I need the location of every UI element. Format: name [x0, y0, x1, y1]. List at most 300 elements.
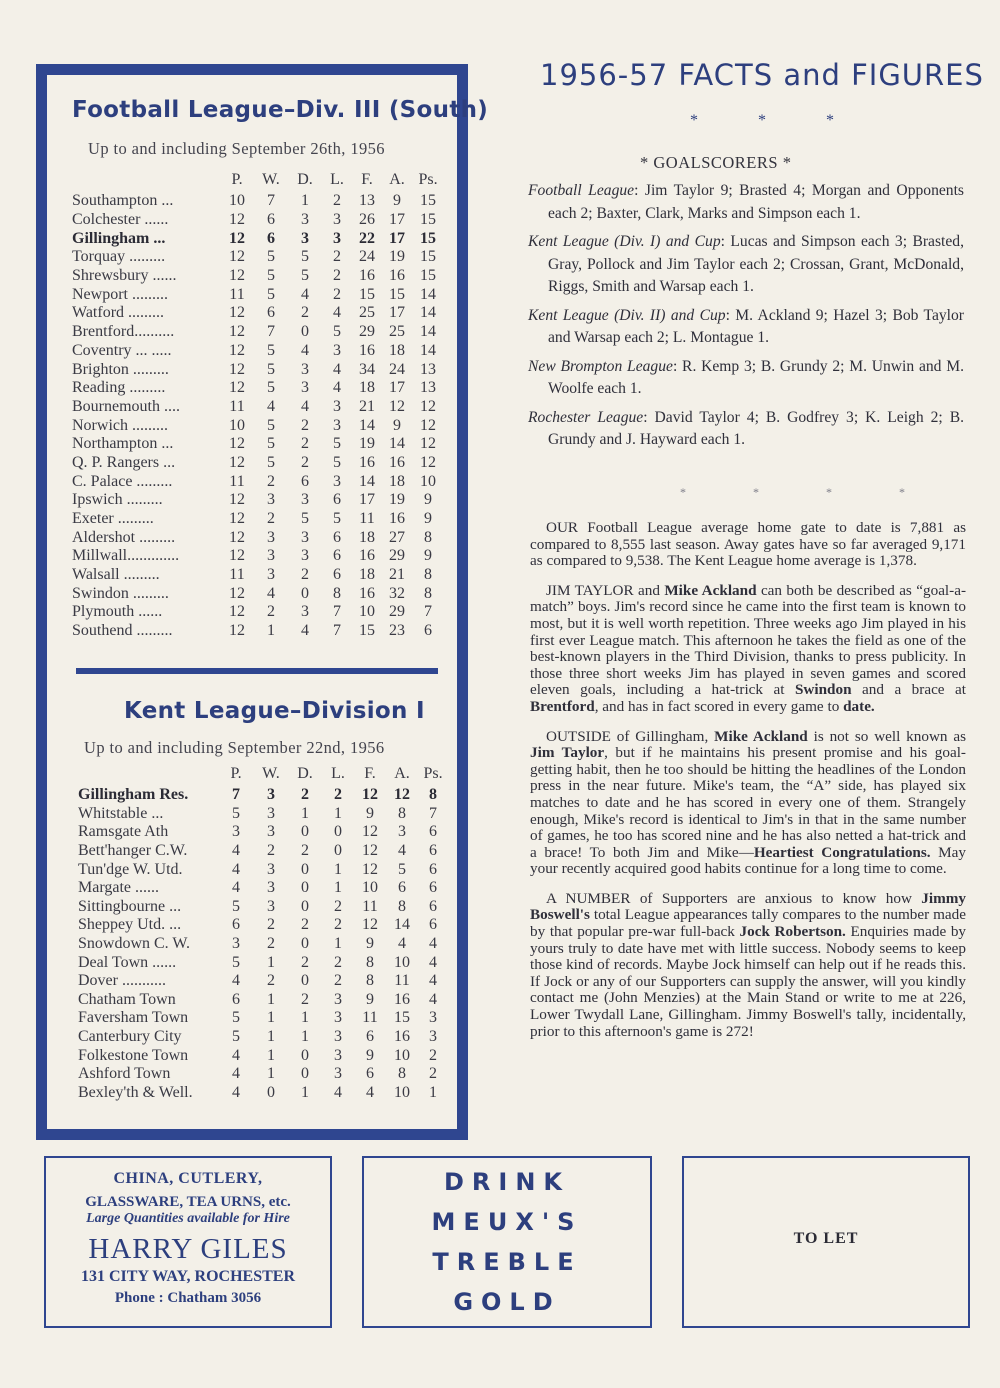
stat-cell: 3 — [301, 211, 309, 229]
stat-cell: 10 — [229, 416, 245, 434]
team-name: Exeter ......... — [72, 510, 154, 528]
stat-cell: 5 — [267, 435, 275, 453]
stat-cell: 29 — [389, 603, 405, 621]
stat-cell: 5 — [398, 860, 406, 878]
stat-cell: 17 — [389, 229, 405, 247]
team-name: Ashford Town — [78, 1065, 171, 1083]
team-name: Canterbury City — [78, 1028, 182, 1046]
stat-cell: 15 — [420, 211, 436, 229]
stat-cell: 9 — [424, 491, 432, 509]
scorer-entry: Football League: Jim Taylor 9; Brasted 4; Morgan and Opponents each 2; Baxter, Clark, Marks and Simpson each 1. — [528, 182, 964, 222]
stat-cell: 4 — [398, 935, 406, 953]
stat-cell: 16 — [359, 584, 375, 602]
goalscorers-heading: * GOALSCORERS * — [640, 153, 792, 172]
table-row — [72, 229, 444, 248]
stat-cell: 15 — [359, 285, 375, 303]
team-name: Ipswich ......... — [72, 491, 163, 509]
stat-cell: 6 — [267, 229, 275, 247]
stat-cell: 4 — [232, 860, 240, 878]
stat-cell: 1 — [334, 860, 342, 878]
stat-cell: 4 — [333, 379, 341, 397]
stat-cell: 6 — [333, 491, 341, 509]
stat-cell: 3 — [334, 1009, 342, 1027]
column-header: L. — [331, 765, 345, 782]
stat-cell: 25 — [359, 304, 375, 322]
stat-cell: 3 — [301, 379, 309, 397]
stat-cell: 3 — [267, 897, 275, 915]
stat-cell: 2 — [334, 953, 342, 971]
stat-cell: 3 — [267, 491, 275, 509]
stat-cell: 18 — [389, 472, 405, 490]
stat-cell: 6 — [424, 622, 432, 640]
column-header: D. — [297, 171, 313, 188]
stat-cell: 3 — [232, 935, 240, 953]
stat-cell: 0 — [301, 879, 309, 897]
table-row — [72, 454, 444, 473]
table-row — [72, 304, 444, 323]
stat-cell: 4 — [232, 879, 240, 897]
stat-cell: 14 — [389, 435, 405, 453]
stat-cell: 32 — [389, 584, 405, 602]
stat-cell: 11 — [362, 1009, 378, 1027]
stat-cell: 4 — [232, 972, 240, 990]
stat-cell: 1 — [429, 1083, 437, 1101]
stat-cell: 7 — [333, 603, 341, 621]
stat-cell: 21 — [359, 397, 375, 415]
column-header: A. — [394, 765, 410, 782]
team-name: C. Palace ......... — [72, 472, 173, 490]
stat-cell: 2 — [334, 916, 342, 934]
stat-cell: 2 — [301, 304, 309, 322]
stat-cell: 3 — [398, 823, 406, 841]
decorative-stars: * * * — [690, 112, 862, 129]
table-row — [78, 916, 448, 935]
stat-cell: 0 — [301, 323, 309, 341]
separator-stars: * * * * — [680, 485, 937, 499]
gate-paragraph: OUR Football League average home gate to date is 7,881 as compared to 8,555 last season. Away gates have so far averaged 9,171 as compared to 9,538. The Kent League home average is 1,378. — [530, 519, 966, 570]
table-row — [78, 935, 448, 954]
stat-cell: 5 — [333, 435, 341, 453]
table-row — [72, 566, 444, 585]
team-name: Tun'dge W. Utd. — [78, 860, 183, 878]
stat-cell: 11 — [229, 472, 245, 490]
stat-cell: 12 — [394, 786, 410, 804]
stat-cell: 9 — [366, 990, 374, 1008]
stat-cell: 4 — [232, 1065, 240, 1083]
advert-line-2: GLASSWARE, TEA URNS, etc. — [85, 1194, 291, 1210]
stat-cell: 8 — [424, 566, 432, 584]
column-header: Ps. — [423, 765, 443, 782]
goalscorers-list — [528, 180, 964, 458]
team-name: Norwich ......... — [72, 416, 168, 434]
stat-cell: 0 — [267, 1083, 275, 1101]
stat-cell: 5 — [267, 360, 275, 378]
stat-cell: 17 — [389, 379, 405, 397]
table-row — [72, 398, 444, 417]
stat-cell: 6 — [301, 472, 309, 490]
stat-cell: 4 — [398, 842, 406, 860]
stat-cell: 8 — [366, 972, 374, 990]
team-name: Brentford.......... — [72, 323, 175, 341]
stat-cell: 14 — [420, 304, 436, 322]
stat-cell: 12 — [229, 622, 245, 640]
stat-cell: 26 — [359, 211, 375, 229]
team-name: Sheppey Utd. ... — [78, 916, 182, 934]
table-row — [72, 360, 444, 379]
stat-cell: 7 — [232, 786, 240, 804]
stat-cell: 29 — [359, 323, 375, 341]
stat-cell: 3 — [301, 528, 309, 546]
advert-line-3: Large Quantities available for Hire — [86, 1211, 290, 1226]
stat-cell: 6 — [232, 916, 240, 934]
team-name: Newport ......... — [72, 285, 168, 303]
stat-cell: 6 — [429, 860, 437, 878]
stat-cell: 15 — [420, 248, 436, 266]
stat-cell: 4 — [429, 935, 437, 953]
stat-cell: 16 — [389, 267, 405, 285]
stat-cell: 5 — [267, 248, 275, 266]
stat-cell: 2 — [301, 786, 309, 804]
stat-cell: 2 — [301, 435, 309, 453]
stat-cell: 12 — [420, 453, 436, 471]
stat-cell: 12 — [229, 453, 245, 471]
team-name: Bexley'th & Well. — [78, 1083, 193, 1101]
stat-cell: 8 — [398, 897, 406, 915]
stat-cell: 1 — [301, 804, 309, 822]
team-name: Snowdown C. W. — [78, 935, 191, 953]
stat-cell: 5 — [232, 1009, 240, 1027]
stat-cell: 2 — [301, 566, 309, 584]
stat-cell: 5 — [333, 453, 341, 471]
stat-cell: 17 — [389, 211, 405, 229]
stat-cell: 0 — [301, 1065, 309, 1083]
stat-cell: 0 — [301, 823, 309, 841]
stat-cell: 4 — [232, 842, 240, 860]
stat-cell: 4 — [333, 360, 341, 378]
team-name: Southend ......... — [72, 622, 173, 640]
team-name: Whitstable ... — [78, 804, 164, 822]
table-row — [72, 491, 444, 510]
stat-cell: 14 — [394, 916, 410, 934]
table-row — [72, 285, 444, 304]
stat-cell: 5 — [232, 804, 240, 822]
stat-cell: 2 — [301, 953, 309, 971]
team-name: Folkestone Town — [78, 1046, 189, 1064]
ackland-paragraph: OUTSIDE of Gillingham, Mike Ackland is not so well known as Jim Taylor, but if he maintains his present promise and his goal-getting habit, then he too should be hitting the headlines of the London press in the near future. Mike's team, the “A” side, has played six matches to date and he has scored in every one of them. Strangely enough, Mike's record is identical to Jim's in that in the same number of games, he too has scored nine and he has also netted a hat-trick and a brace! To both Jim and Mike—Heartiest Congratulations. May your recently acquired good habits continue for a long time to come. — [530, 727, 967, 878]
meux-advert — [362, 1156, 652, 1328]
stat-cell: 12 — [229, 304, 245, 322]
stat-cell: 24 — [389, 360, 405, 378]
to-let-advert — [682, 1156, 970, 1328]
team-name: Millwall............. — [72, 547, 180, 565]
stat-cell: 4 — [301, 397, 309, 415]
stat-cell: 2 — [267, 916, 275, 934]
stat-cell: 27 — [389, 528, 405, 546]
stat-cell: 12 — [420, 435, 436, 453]
stat-cell: 15 — [420, 229, 436, 247]
stat-cell: 5 — [267, 379, 275, 397]
stat-cell: 2 — [333, 248, 341, 266]
stat-cell: 1 — [301, 1083, 309, 1101]
stat-cell: 7 — [267, 192, 275, 210]
team-name: Dover ........... — [78, 972, 166, 990]
stat-cell: 9 — [366, 935, 374, 953]
stat-cell: 5 — [267, 267, 275, 285]
kent-table — [78, 762, 448, 1102]
stat-cell: 3 — [267, 547, 275, 565]
stat-cell: 12 — [420, 397, 436, 415]
team-name: Faversham Town — [78, 1009, 189, 1027]
stat-cell: 2 — [301, 990, 309, 1008]
stat-cell: 3 — [334, 1028, 342, 1046]
stat-cell: 3 — [301, 491, 309, 509]
stat-cell: 9 — [366, 1046, 374, 1064]
team-name: Ramsgate Ath — [78, 823, 169, 841]
stat-cell: 12 — [229, 341, 245, 359]
team-name: Walsall ......... — [72, 566, 160, 584]
stat-cell: 9 — [424, 547, 432, 565]
stat-cell: 0 — [301, 584, 309, 602]
team-name: Bett'hanger C.W. — [78, 842, 188, 860]
stat-cell: 5 — [267, 416, 275, 434]
stat-cell: 7 — [267, 323, 275, 341]
stat-cell: 11 — [362, 897, 378, 915]
stat-cell: 4 — [334, 1083, 342, 1101]
column-header: F. — [364, 765, 376, 782]
stat-cell: 4 — [301, 622, 309, 640]
team-name: Torquay ......... — [72, 248, 166, 266]
stat-cell: 11 — [229, 566, 245, 584]
stat-cell: 2 — [301, 453, 309, 471]
stat-cell: 8 — [398, 1065, 406, 1083]
div3-title: Football League–Div. III (South) — [72, 97, 489, 123]
boswell-paragraph: A NUMBER of Supporters are anxious to know how Jimmy Boswell's total League appearances tally compares to the number made by that popular pre-war full-back Jock Robertson. Enquiries made by yours truly to date have met with little success. Nobody seems to keep those kind of records. Maybe Jock himself can help out if he reads this. If Jock or any of our Supporters can supply the answer, will you kindly contact me (John Menzies) at the Main Stand or write to me at 226, Lower Twydall Lane, Gillingham. Jimmy Boswell's tally, incidentally, prior to this afternoon's game is 272! — [530, 889, 967, 1040]
stat-cell: 10 — [394, 1046, 410, 1064]
stat-cell: 10 — [229, 192, 245, 210]
stat-cell: 11 — [394, 972, 410, 990]
stat-cell: 5 — [301, 248, 309, 266]
stat-cell: 6 — [398, 879, 406, 897]
stat-cell: 1 — [301, 1028, 309, 1046]
stat-cell: 8 — [398, 804, 406, 822]
stat-cell: 3 — [333, 229, 341, 247]
taylor-paragraph: JIM TAYLOR and Mike Ackland can both be described as “goal-a-match” boys. Jim's record since he came into the first team is known to most, but it is well worth repetition. Three weeks ago Jim played in his first ever League match. This afternoon he takes the field as one of the best-known players in the Third Division, thanks to press publicity. In those three short weeks Jim has played in seven games and scored eleven goals, including a hat-trick at Swindon and a brace at Brentford, and has in fact scored in every game to date. — [530, 581, 967, 715]
div3-header-row — [72, 168, 444, 192]
stat-cell: 3 — [267, 879, 275, 897]
stat-cell: 12 — [229, 229, 245, 247]
team-name: Northampton ... — [72, 435, 174, 453]
stat-cell: 1 — [267, 622, 275, 640]
table-row — [78, 860, 448, 879]
stat-cell: 1 — [267, 1065, 275, 1083]
stat-cell: 8 — [429, 786, 437, 804]
team-name: Colchester ...... — [72, 211, 169, 229]
stat-cell: 9 — [366, 804, 374, 822]
stat-cell: 10 — [362, 879, 378, 897]
stat-cell: 3 — [267, 860, 275, 878]
to-let-text: TO LET — [793, 1230, 859, 1247]
stat-cell: 3 — [333, 341, 341, 359]
team-name: Plymouth ...... — [72, 603, 163, 621]
stat-cell: 12 — [229, 491, 245, 509]
stat-cell: 3 — [267, 823, 275, 841]
team-name: Bournemouth .... — [72, 397, 180, 415]
stat-cell: 4 — [429, 953, 437, 971]
column-header: P. — [231, 171, 243, 188]
stat-cell: 12 — [229, 379, 245, 397]
stat-cell: 2 — [429, 1065, 437, 1083]
stat-cell: 4 — [267, 397, 275, 415]
stat-cell: 1 — [301, 192, 309, 210]
stat-cell: 4 — [301, 341, 309, 359]
stat-cell: 15 — [420, 192, 436, 210]
div3-subtitle: Up to and including September 26th, 1956 — [88, 139, 385, 158]
scorer-entry: Rochester League: David Taylor 4; B. Godfrey 3; K. Leigh 2; B. Grundy and J. Hayward each 1. — [528, 408, 964, 448]
stat-cell: 1 — [334, 935, 342, 953]
stat-cell: 2 — [267, 603, 275, 621]
stat-cell: 3 — [267, 528, 275, 546]
section-divider — [76, 668, 438, 674]
scorer-entry: Kent League (Div. I) and Cup: Lucas and Simpson each 3; Brasted, Gray, Pollock and Jim Taylor each 2; Crossan, Grant, McDonald, Riggs, Smith and Warsap each 1. — [528, 233, 964, 295]
stat-cell: 3 — [333, 472, 341, 490]
stat-cell: 0 — [301, 972, 309, 990]
stat-cell: 2 — [334, 972, 342, 990]
stat-cell: 4 — [429, 990, 437, 1008]
stat-cell: 5 — [333, 510, 341, 528]
table-row — [78, 823, 448, 842]
table-row — [78, 786, 448, 805]
stat-cell: 7 — [424, 603, 432, 621]
stat-cell: 4 — [267, 584, 275, 602]
stat-cell: 3 — [334, 990, 342, 1008]
stat-cell: 16 — [359, 267, 375, 285]
stat-cell: 8 — [424, 528, 432, 546]
team-name: Swindon ......... — [72, 584, 169, 602]
stat-cell: 2 — [334, 897, 342, 915]
stat-cell: 0 — [301, 860, 309, 878]
stat-cell: 2 — [267, 972, 275, 990]
stat-cell: 6 — [429, 916, 437, 934]
stat-cell: 15 — [389, 285, 405, 303]
stat-cell: 3 — [267, 566, 275, 584]
stat-cell: 0 — [334, 823, 342, 841]
table-row — [72, 248, 444, 267]
table-row — [78, 953, 448, 972]
stat-cell: 18 — [389, 341, 405, 359]
stat-cell: 5 — [301, 267, 309, 285]
team-name: Watford ......... — [72, 304, 165, 322]
stat-cell: 21 — [389, 566, 405, 584]
table-row — [72, 584, 444, 603]
meux-line-1: DRINK — [443, 1168, 570, 1196]
advert-address: 131 CITY WAY, ROCHESTER — [81, 1268, 295, 1285]
stat-cell: 19 — [389, 491, 405, 509]
stat-cell: 9 — [393, 192, 401, 210]
article-text — [530, 520, 966, 1053]
stat-cell: 19 — [389, 248, 405, 266]
stat-cell: 10 — [359, 603, 375, 621]
stat-cell: 13 — [359, 192, 375, 210]
table-row — [72, 323, 444, 342]
stat-cell: 7 — [429, 804, 437, 822]
stat-cell: 14 — [359, 472, 375, 490]
stat-cell: 3 — [232, 823, 240, 841]
kent-header-row — [78, 762, 448, 786]
stat-cell: 2 — [301, 416, 309, 434]
team-name: Q. P. Rangers ... — [72, 453, 176, 471]
stat-cell: 3 — [267, 786, 275, 804]
stat-cell: 3 — [333, 211, 341, 229]
stat-cell: 6 — [366, 1028, 374, 1046]
stat-cell: 5 — [301, 510, 309, 528]
stat-cell: 14 — [359, 416, 375, 434]
stat-cell: 12 — [229, 267, 245, 285]
stat-cell: 1 — [301, 1009, 309, 1027]
stat-cell: 2 — [334, 786, 342, 804]
stat-cell: 5 — [232, 953, 240, 971]
team-name: Coventry ... ..... — [72, 341, 172, 359]
table-row — [72, 472, 444, 491]
harry-giles-advert — [44, 1156, 332, 1328]
stat-cell: 3 — [301, 547, 309, 565]
stat-cell: 5 — [267, 453, 275, 471]
stat-cell: 25 — [389, 323, 405, 341]
team-name: Shrewsbury ...... — [72, 267, 177, 285]
table-row — [72, 342, 444, 361]
stat-cell: 19 — [359, 435, 375, 453]
meux-line-3: TREBLE — [432, 1248, 582, 1276]
stat-cell: 5 — [232, 897, 240, 915]
stat-cell: 5 — [267, 341, 275, 359]
table-row — [72, 416, 444, 435]
stat-cell: 23 — [389, 622, 405, 640]
column-header: Ps. — [418, 171, 438, 188]
stat-cell: 2 — [267, 472, 275, 490]
team-name: Southampton ... — [72, 192, 174, 210]
stat-cell: 34 — [359, 360, 375, 378]
stat-cell: 3 — [333, 397, 341, 415]
team-name: Brighton ......... — [72, 360, 169, 378]
column-header: W. — [262, 765, 280, 782]
column-header: P. — [230, 765, 242, 782]
stat-cell: 1 — [334, 804, 342, 822]
stat-cell: 6 — [267, 211, 275, 229]
stat-cell: 12 — [362, 823, 378, 841]
stat-cell: 2 — [301, 842, 309, 860]
column-header: L. — [330, 171, 344, 188]
kent-subtitle: Up to and including September 22nd, 1956 — [84, 738, 385, 757]
stat-cell: 12 — [229, 248, 245, 266]
stat-cell: 0 — [301, 897, 309, 915]
stat-cell: 0 — [334, 842, 342, 860]
stat-cell: 6 — [429, 842, 437, 860]
stat-cell: 18 — [359, 528, 375, 546]
table-row — [78, 1028, 448, 1047]
scorer-entry: Kent League (Div. II) and Cup: M. Ackland 9; Hazel 3; Bob Taylor and Warsap each 2; L. Montague 1. — [528, 306, 964, 346]
column-header: W. — [262, 171, 280, 188]
stat-cell: 16 — [389, 510, 405, 528]
table-row — [78, 972, 448, 991]
stat-cell: 4 — [429, 972, 437, 990]
stat-cell: 2 — [267, 510, 275, 528]
table-row — [78, 805, 448, 824]
stat-cell: 1 — [267, 1046, 275, 1064]
stat-cell: 2 — [267, 935, 275, 953]
stat-cell: 6 — [333, 566, 341, 584]
stat-cell: 12 — [362, 916, 378, 934]
stat-cell: 6 — [366, 1065, 374, 1083]
stat-cell: 2 — [333, 267, 341, 285]
